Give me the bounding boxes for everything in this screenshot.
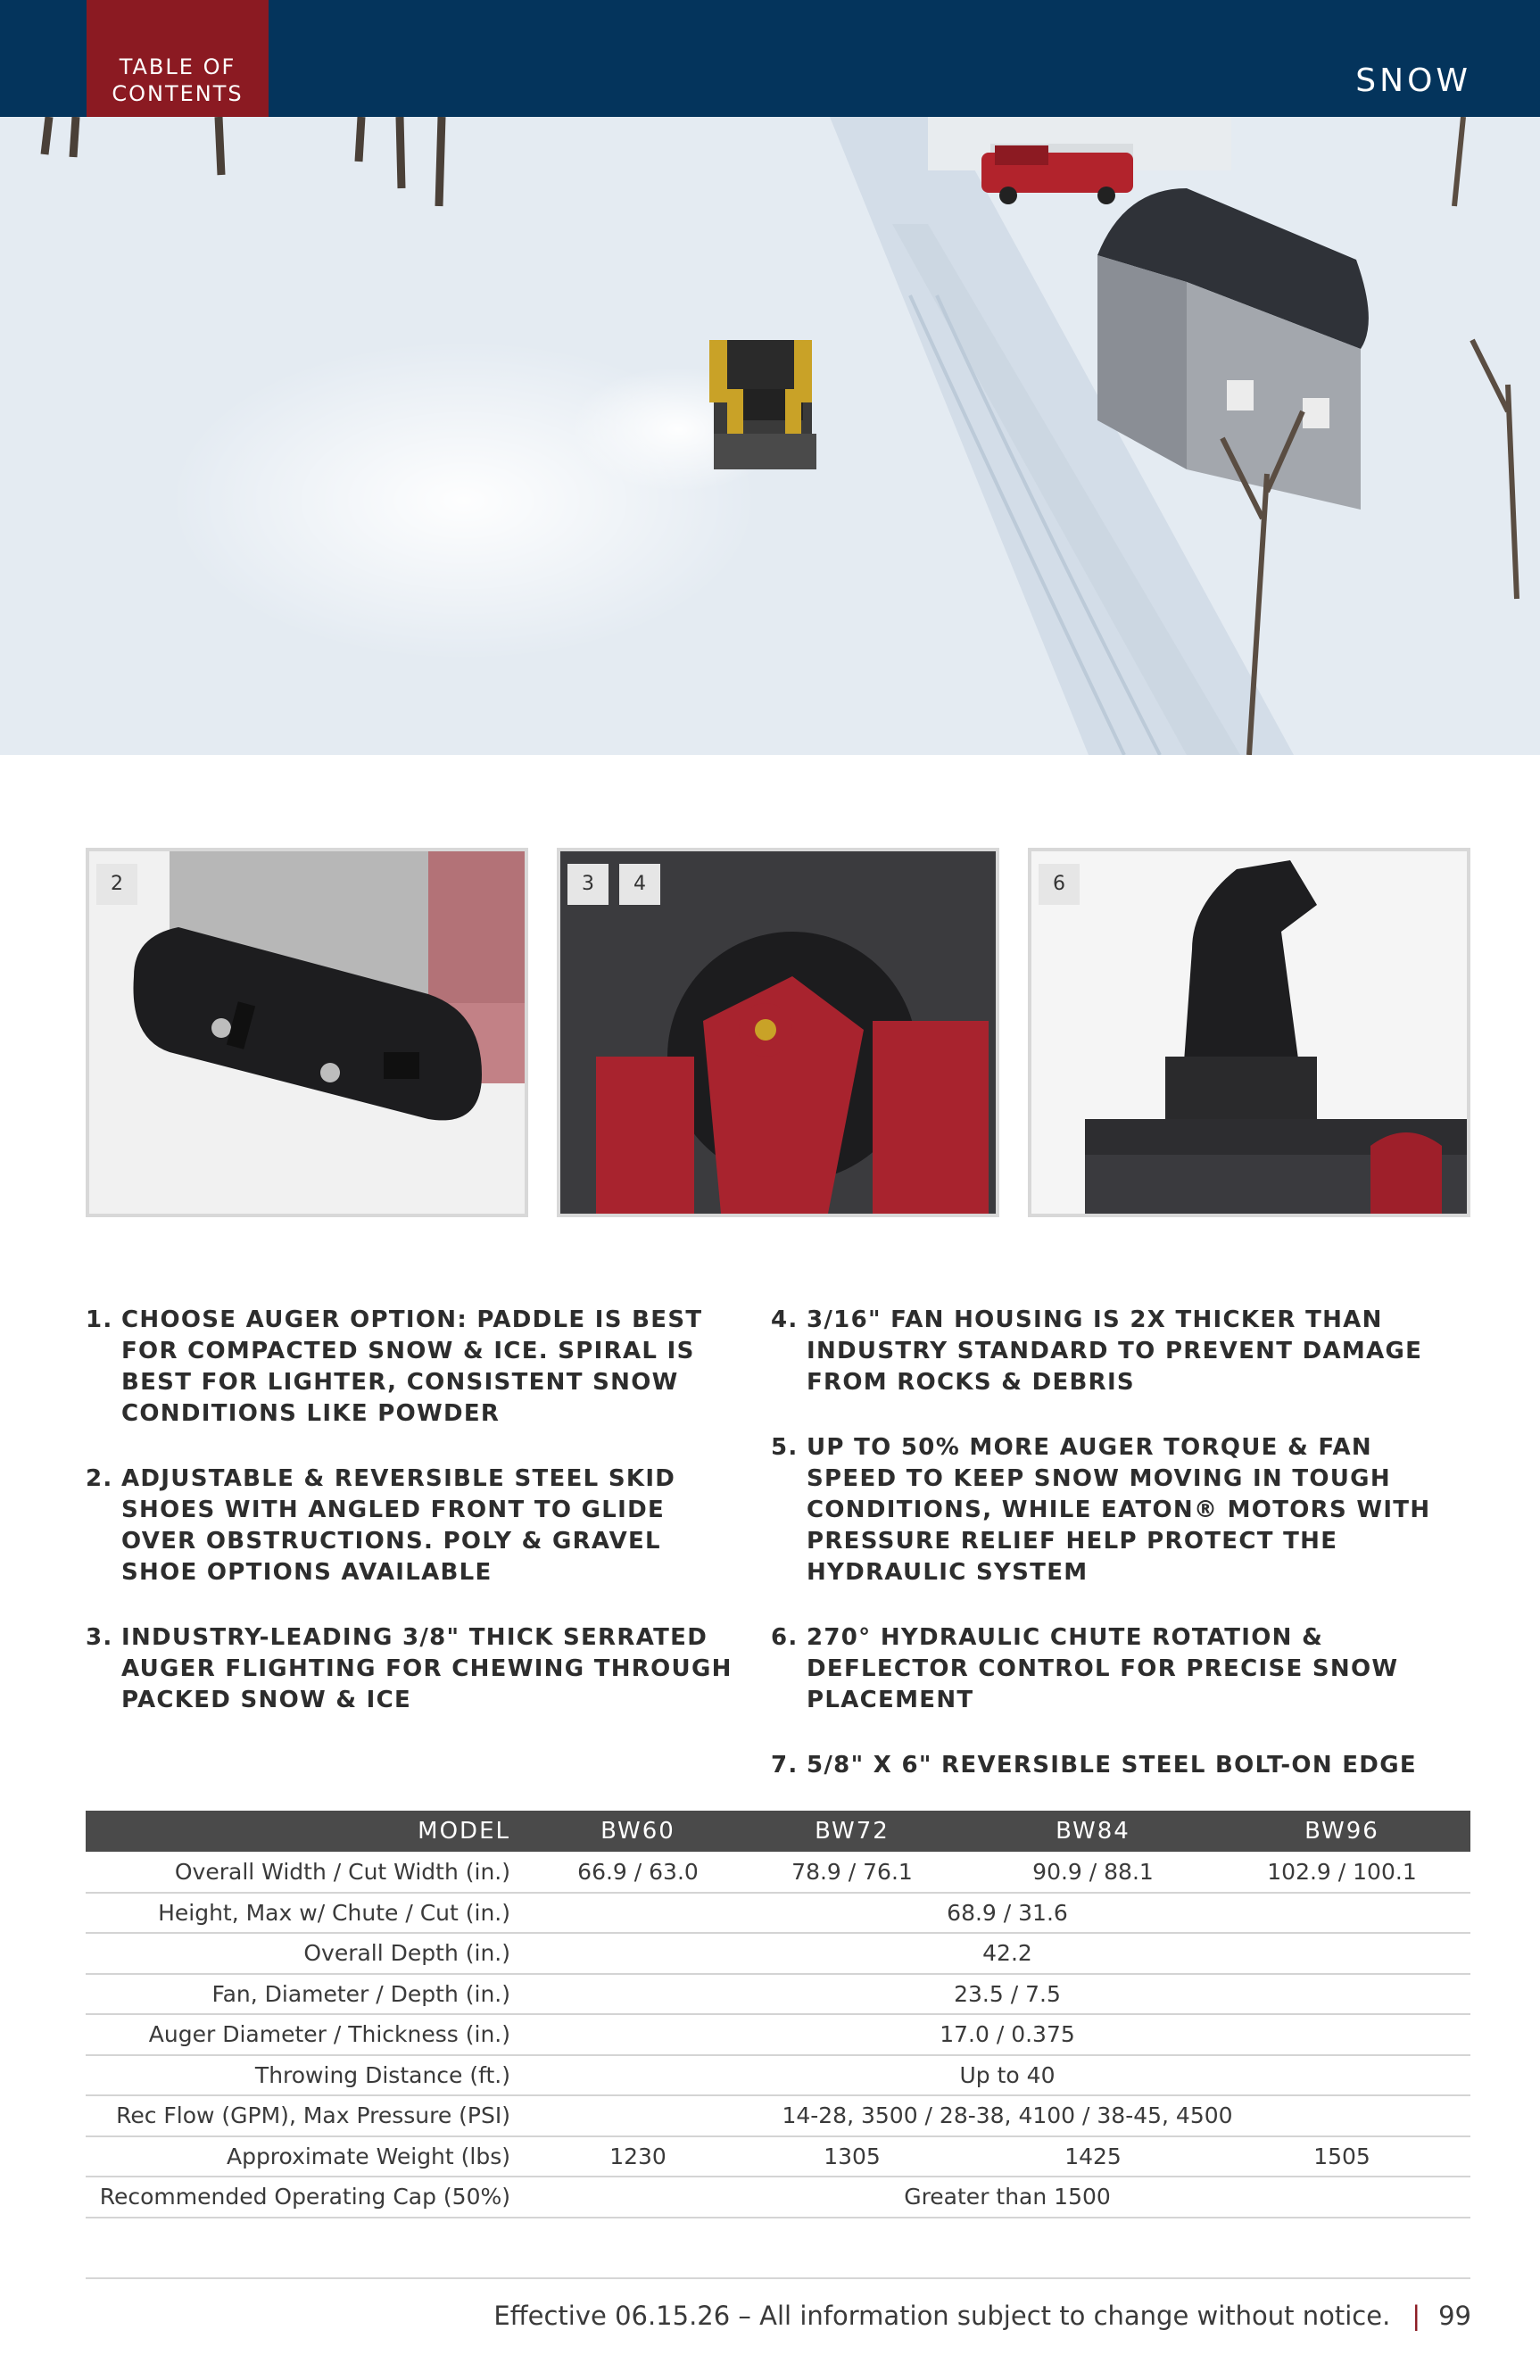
table-cell: 78.9 / 76.1 <box>732 1852 973 1893</box>
table-cell: 1230 <box>544 2136 732 2177</box>
table-row <box>86 1893 1470 1934</box>
row-label: Recommended Operating Cap (50%) <box>86 2177 544 2218</box>
callout-badge: 6 <box>1039 864 1080 905</box>
feature-item: 3. INDUSTRY-LEADING 3/8" THICK SERRATED AUGER FLIGHTING FOR CHEWING THROUGH PACKED SNOW & ICE <box>86 1624 733 1713</box>
row-label: Approximate Weight (lbs) <box>86 2136 544 2177</box>
row-label: Fan, Diameter / Depth (in.) <box>86 1974 544 2015</box>
table-cell: 42.2 <box>544 1933 1470 1974</box>
table-cell: 68.9 / 31.6 <box>544 1893 1470 1934</box>
thumbnail-auger <box>557 848 999 1217</box>
feature-item: 4. 3/16" FAN HOUSING IS 2X THICKER THAN INDUSTRY STANDARD TO PREVENT DAMAGE FROM ROCKS & DEBRIS <box>771 1306 1423 1396</box>
chute-image <box>1031 851 1467 1214</box>
column-header: BW60 <box>544 1811 732 1852</box>
thumbnail-skid-shoe <box>86 848 528 1217</box>
snow-scene-illustration <box>0 117 1540 755</box>
table-cell: Greater than 1500 <box>544 2177 1470 2218</box>
table-row <box>86 2136 1470 2177</box>
table-cell: 14-28, 3500 / 28-38, 4100 / 38-45, 4500 <box>544 2095 1470 2136</box>
row-label: Throwing Distance (ft.) <box>86 2055 544 2096</box>
table-cell: 1505 <box>1213 2136 1470 2177</box>
callout-badge: 4 <box>619 864 660 905</box>
page-number: 99 <box>1438 2301 1471 2331</box>
table-row <box>86 1852 1470 1893</box>
feature-item: 6. 270° HYDRAULIC CHUTE ROTATION & DEFLECTOR CONTROL FOR PRECISE SNOW PLACEMENT <box>771 1624 1399 1713</box>
table-row <box>86 2055 1470 2096</box>
column-header: BW84 <box>973 1811 1213 1852</box>
table-row <box>86 1933 1470 1974</box>
table-row <box>86 2095 1470 2136</box>
table-cell: 102.9 / 100.1 <box>1213 1852 1470 1893</box>
table-cell: 23.5 / 7.5 <box>544 1974 1470 2015</box>
table-row <box>86 2177 1470 2218</box>
toc-label-line1: TABLE OF <box>119 54 236 79</box>
footer-notice: Effective 06.15.26 – All information subject to change without notice. <box>493 2301 1391 2331</box>
feature-item: 2. ADJUSTABLE & REVERSIBLE STEEL SKID SHOES WITH ANGLED FRONT TO GLIDE OVER OBSTRUCTIONS. POLY & GRAVEL SHOE OPTIONS AVAILABLE <box>86 1465 676 1586</box>
table-row <box>86 2014 1470 2055</box>
thumbnail-chute <box>1028 848 1470 1217</box>
footer-divider <box>86 2277 1470 2279</box>
footer-separator: | <box>1412 2301 1421 2331</box>
feature-item: 5. UP TO 50% MORE AUGER TORQUE & FAN SPEED TO KEEP SNOW MOVING IN TOUGH CONDITIONS, WHILE EATON® MOTORS WITH PRESSURE RELIEF HELP PROTECT THE HYDRAULIC SYSTEM <box>771 1434 1431 1586</box>
table-cell: 66.9 / 63.0 <box>544 1852 732 1893</box>
row-label: Overall Width / Cut Width (in.) <box>86 1852 544 1893</box>
spec-table <box>86 1811 1470 2218</box>
hero-photo <box>0 117 1540 755</box>
column-header: MODEL <box>86 1811 544 1852</box>
feature-item: 7. 5/8" X 6" REVERSIBLE STEEL BOLT-ON EDGE <box>771 1752 1417 1779</box>
auger-image <box>560 851 996 1214</box>
page-footer <box>493 2301 1471 2331</box>
table-header-row <box>86 1811 1470 1852</box>
page-header <box>0 0 1540 117</box>
row-label: Overall Depth (in.) <box>86 1933 544 1974</box>
column-header: BW96 <box>1213 1811 1470 1852</box>
feature-list-left <box>86 1305 746 1750</box>
feature-list-right <box>771 1305 1467 1815</box>
callout-badge: 2 <box>96 864 137 905</box>
table-cell: 1425 <box>973 2136 1213 2177</box>
table-cell: 17.0 / 0.375 <box>544 2014 1470 2055</box>
column-header: BW72 <box>732 1811 973 1852</box>
table-cell: Up to 40 <box>544 2055 1470 2096</box>
skid-shoe-image <box>89 851 525 1214</box>
callout-badge: 3 <box>567 864 609 905</box>
row-label: Rec Flow (GPM), Max Pressure (PSI) <box>86 2095 544 2136</box>
feature-item: 1. CHOOSE AUGER OPTION: PADDLE IS BEST FOR COMPACTED SNOW & ICE. SPIRAL IS BEST FOR LIGHTER, CONSISTENT SNOW CONDITIONS LIKE POWDER <box>86 1306 703 1427</box>
row-label: Height, Max w/ Chute / Cut (in.) <box>86 1893 544 1934</box>
section-title: SNOW <box>1355 62 1471 99</box>
row-label: Auger Diameter / Thickness (in.) <box>86 2014 544 2055</box>
toc-label-line2: CONTENTS <box>112 81 244 106</box>
table-row <box>86 1974 1470 2015</box>
table-cell: 1305 <box>732 2136 973 2177</box>
table-of-contents-button[interactable] <box>87 0 269 117</box>
table-cell: 90.9 / 88.1 <box>973 1852 1213 1893</box>
